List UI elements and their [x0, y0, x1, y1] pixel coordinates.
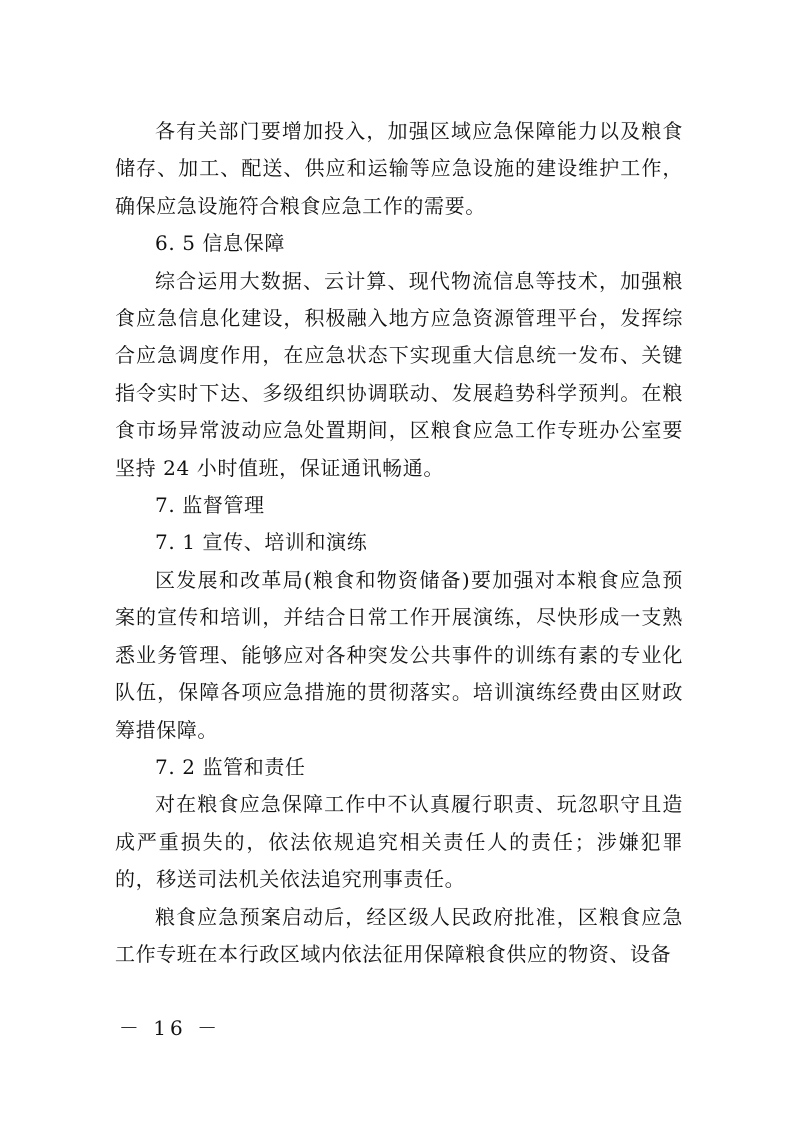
page-number: － 16 － [118, 1016, 222, 1040]
paragraph-information-support: 综合运用大数据、云计算、现代物流信息等技术，加强粮食应急信息化建设，积极融入地方应急资源管理平台，发挥综合应急调度作用，在应急状态下实现重大信息统一发布、关键指令实时下达、多级组织协调联动、发展趋势科学预判。在粮食市场异常波动应急处置期间，区粮食应急工作专班办公室要坚持 24 小时值班，保证通讯畅通。 [115, 268, 683, 480]
paragraph-facility-support: 各有关部门要增加投入，加强区域应急保障能力以及粮食储存、加工、配送、供应和运输等应急设施的建设维护工作，确保应急设施符合粮食应急工作的需要。 [115, 119, 683, 218]
section-heading-7-1: 7. 1 宣传、培训和演练 [155, 530, 368, 555]
section-heading-7: 7. 监督管理 [155, 493, 265, 518]
paragraph-accountability: 对在粮食应急保障工作中不认真履行职责、玩忽职守且造成严重损失的，依法依规追究相关责任人的责任；涉嫌犯罪的，移送司法机关依法追究刑事责任。 [115, 792, 683, 892]
paragraph-training-drills: 区发展和改革局(粮食和物资储备)要加强对本粮食应急预案的宣传和培训，并结合日常工作开展演练，尽快形成一支熟悉业务管理、能够应对各种突发公共事件的训练有素的专业化队伍，保障各项应急措施的贯彻落实。培训演练经费由区财政筹措保障。 [115, 567, 683, 742]
paragraph-requisition: 粮食应急预案启动后，经区级人民政府批准，区粮食应急工作专班在本行政区域内依法征用保障粮食供应的物资、设备 [115, 904, 683, 966]
document-body [115, 113, 683, 973]
section-heading-6-5: 6. 5 信息保障 [155, 231, 285, 256]
section-heading-7-2: 7. 2 监管和责任 [155, 754, 306, 779]
